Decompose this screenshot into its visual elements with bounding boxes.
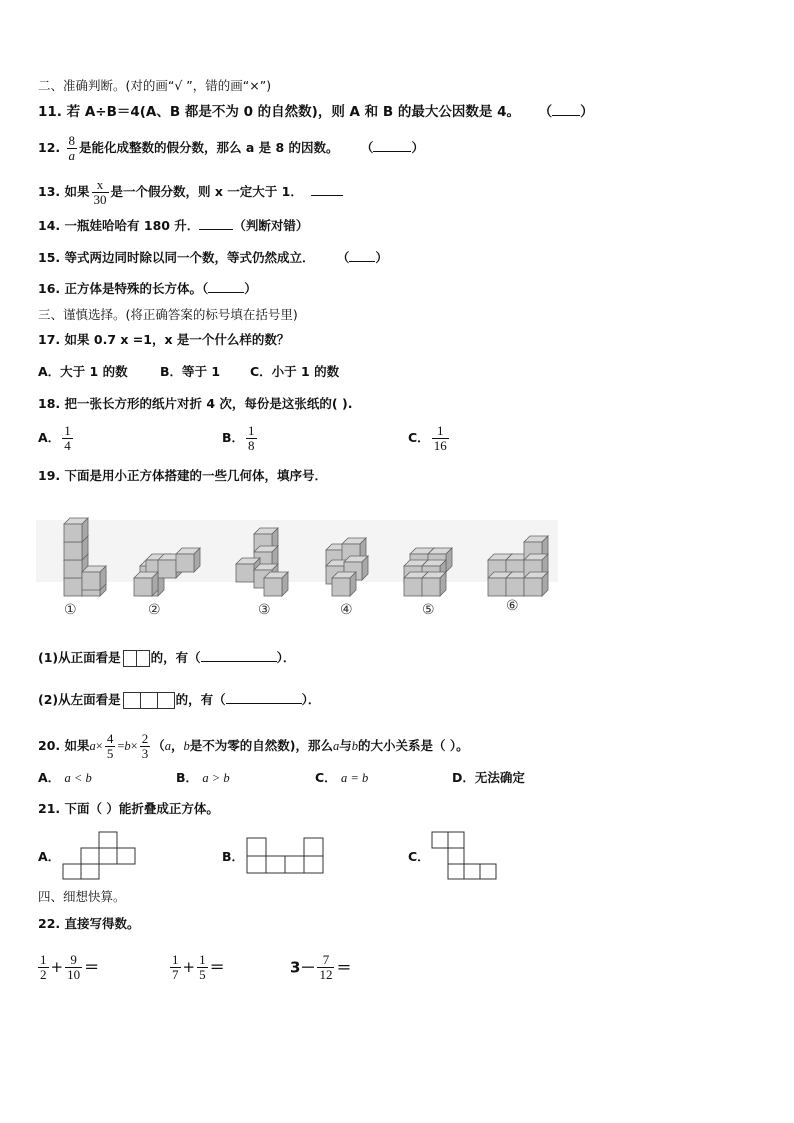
cube-net-b	[246, 837, 326, 875]
sub-question-text: (1)从正面看是	[38, 650, 121, 665]
paren-open: （	[538, 104, 553, 120]
option-a[interactable]: A．	[38, 849, 61, 864]
option-a[interactable]: A． $\frac{1}{4}$	[38, 423, 71, 453]
option-c[interactable]: C． $\frac{1}{16}$	[408, 423, 447, 453]
answer-blank[interactable]	[208, 292, 244, 293]
option-b[interactable]: B． $\frac{1}{8}$	[222, 423, 255, 453]
question-number: 22.	[38, 916, 61, 931]
answer-blank[interactable]	[226, 703, 302, 704]
expression-3: 3－ $\frac{7}{12}$ ＝	[290, 952, 352, 982]
expression-1: $\frac{1}{2}$ + $\frac{9}{10}$ ＝	[40, 952, 100, 982]
question-19-sub1	[38, 650, 295, 667]
question-16	[38, 281, 257, 297]
view-grid-3	[123, 692, 174, 709]
expression-2: $\frac{1}{7}$ + $\frac{1}{5}$ ＝	[172, 952, 225, 982]
paren-close: ）	[411, 140, 424, 155]
question-14	[38, 218, 308, 234]
question-text-pre: 如果	[64, 738, 90, 753]
question-text: 的大小关系是（ ）。	[357, 738, 469, 753]
fraction: $\frac{x}{30}$	[93, 177, 107, 207]
question-number: 11.	[38, 104, 62, 120]
question-text: 把一张长方形的纸片对折 4 次，每份是这张纸的( ).	[64, 396, 353, 411]
question-21	[38, 801, 219, 817]
question-number: 13.	[38, 184, 61, 199]
question-19-sub2	[38, 692, 320, 709]
question-text: 正方体是特殊的长方体。（	[64, 281, 209, 296]
question-text: 若 A÷B＝4(A、B 都是不为 0 的自然数)，则 A 和 B 的最大公因数是 4。	[66, 104, 520, 120]
answer-blank[interactable]	[373, 151, 411, 152]
figure-4	[326, 538, 368, 596]
question-text-pre: 如果	[64, 184, 90, 199]
question-number: 19.	[38, 468, 61, 483]
question-text: 下面是用小正方体搭建的一些几何体，填序号．	[64, 468, 328, 483]
figure-label-5: ⑤	[422, 602, 435, 618]
answer-blank[interactable]	[201, 661, 277, 662]
question-text: 下面（ ）能折叠成正方体。	[64, 801, 219, 816]
question-12	[38, 134, 424, 163]
question-number: 14.	[38, 218, 61, 233]
figure-label-2: ②	[148, 602, 161, 618]
figure-5	[404, 548, 452, 596]
figure-label-1: ①	[64, 602, 77, 618]
question-number: 15.	[38, 250, 61, 265]
paren-close: ）	[580, 104, 594, 120]
cube-figures	[36, 500, 566, 624]
question-11	[38, 104, 594, 120]
sub-question-text: 的，有（	[175, 692, 226, 707]
question-20: 20. 如果a× $\frac{4}{5}$ =b× $\frac{2}{3}$ （a，b是不为零的自然数)，那么a与b的大小关系是（ ）。	[38, 731, 469, 761]
question-number: 17.	[38, 332, 61, 347]
question-text: 等式两边同时除以同一个数，等式仍然成立．	[64, 250, 315, 265]
question-22	[38, 916, 140, 932]
cube-net-c	[431, 831, 499, 881]
sub-question-text: (2)从左面看是	[38, 692, 121, 707]
sub-question-end: ）．	[276, 650, 296, 665]
option-b[interactable]: B．	[222, 849, 245, 864]
cube-net-a	[62, 830, 136, 880]
answer-blank[interactable]	[311, 195, 343, 196]
question-text: 是一个假分数，则 x 一定大于 1．	[110, 184, 303, 199]
option-c[interactable]: C．	[408, 849, 430, 864]
answer-blank[interactable]	[199, 229, 233, 230]
paren-close: ）	[375, 250, 388, 265]
question-number: 12.	[38, 140, 61, 155]
option-b[interactable]: B． a > b	[176, 770, 230, 785]
section-title: 三、谨慎选择。(将正确答案的标号填在括号里)	[38, 307, 298, 322]
question-text: 是不为零的自然数)，那么	[189, 738, 333, 753]
option-a[interactable]: A．大于 1 的数	[38, 364, 128, 379]
question-15	[38, 250, 388, 266]
question-13	[38, 178, 343, 207]
section-title: 二、准确判断。(对的画“√ ”，错的画“×”)	[38, 78, 272, 93]
figure-label-3: ③	[258, 602, 271, 618]
question-number: 16.	[38, 281, 61, 296]
figure-label-4: ④	[340, 602, 353, 618]
paren-close: ）	[244, 281, 257, 296]
question-text: 如果 0.7 x =1，x 是一个什么样的数？	[64, 332, 290, 347]
option-c[interactable]: C．小于 1 的数	[250, 364, 340, 379]
figure-label-6: ⑥	[506, 598, 519, 614]
option-d[interactable]: D．无法确定	[452, 770, 525, 785]
sub-question-end: ）．	[301, 692, 321, 707]
question-text: 直接写得数。	[64, 916, 140, 931]
answer-blank[interactable]	[349, 261, 375, 262]
sub-question-text: 的，有（	[150, 650, 201, 665]
question-suffix: （判断对错）	[233, 218, 309, 233]
question-number: 21.	[38, 801, 61, 816]
question-19	[38, 468, 327, 484]
view-grid-2	[123, 650, 149, 667]
question-18	[38, 396, 352, 412]
question-17	[38, 332, 289, 348]
fraction: $\frac{8}{a}$	[68, 133, 76, 163]
option-c[interactable]: C． a = b	[315, 770, 369, 785]
paren-open: （	[336, 250, 350, 265]
answer-blank[interactable]	[552, 115, 580, 116]
question-number: 20.	[38, 738, 61, 753]
option-a[interactable]: A． a < b	[38, 770, 92, 785]
section-title: 四、细想快算。	[38, 889, 126, 904]
paren-open: （	[360, 140, 374, 155]
option-b[interactable]: B．等于 1	[160, 364, 221, 379]
question-text: 一瓶娃哈哈有 180 升．	[64, 218, 200, 233]
question-number: 18.	[38, 396, 61, 411]
question-text: 是能化成整数的假分数，那么 a 是 8 的因数。	[79, 140, 339, 155]
